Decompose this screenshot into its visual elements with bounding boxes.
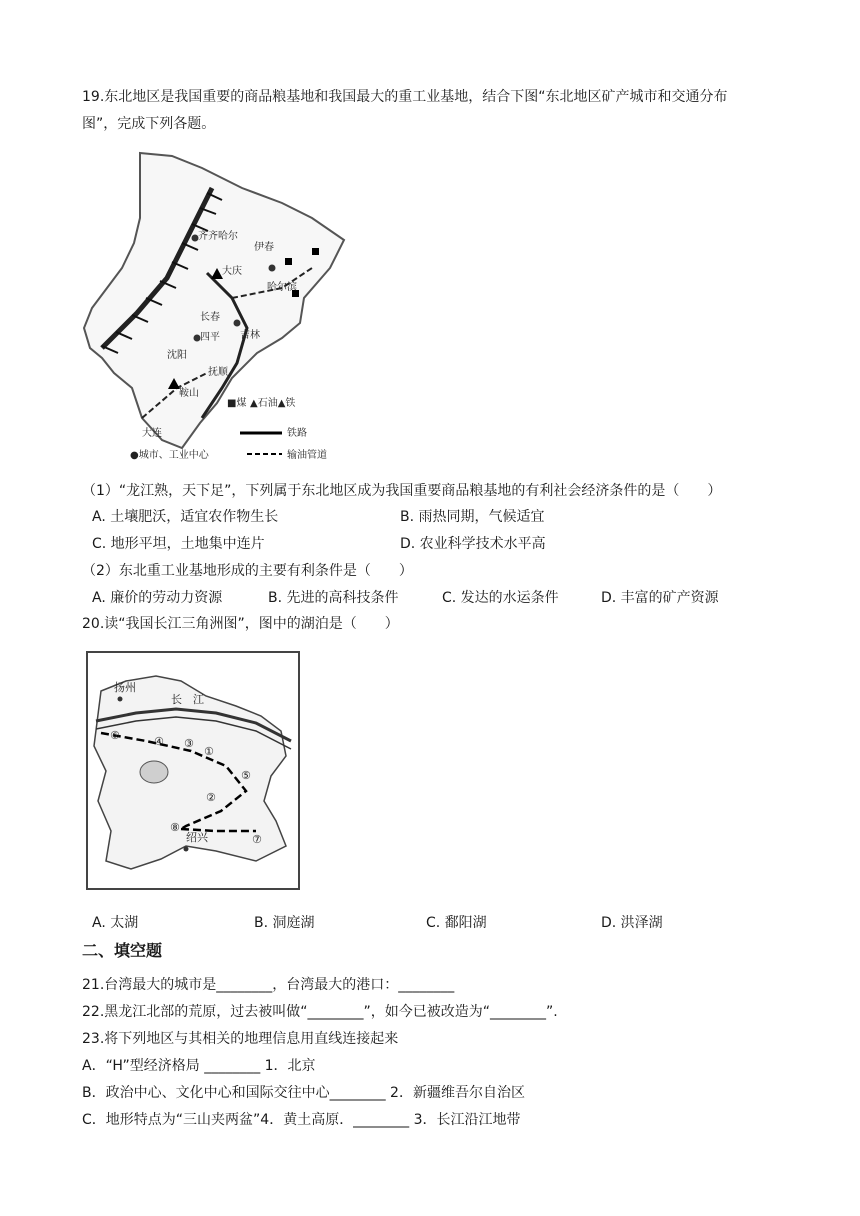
label-jilin: 吉林 [240,330,260,341]
label-n3: ③ [184,737,194,750]
label-harbin: 哈尔滨 [267,282,297,293]
q23-line-b: B．政治中心、文化中心和国际交往中心________ 2．新疆维吾尔自治区 [82,1085,525,1101]
section-title-fill-in: 二、填空题 [82,941,163,960]
q20-option-b[interactable]: B. 洞庭湖 [254,915,315,931]
q23-line-c: C．地形特点为“三山夹两盆”4．黄土高原．________ 3．长江沿江地带 [82,1112,521,1128]
northeast-map [82,148,352,466]
q22-text: 22.黑龙江北部的荒原，过去被叫做“________”，如今已被改造为“________”. [82,1004,558,1020]
label-n2: ② [206,791,216,804]
label-fushun: 抚顺 [208,367,228,378]
label-n8: ⑧ [170,821,180,834]
label-n5: ⑤ [241,769,251,782]
q19-sub2-stem: （2）东北重工业基地形成的主要有利条件是（ ） [82,563,413,579]
q23-line-a: A．“H”型经济格局 ________ 1．北京 [82,1058,316,1074]
label-n7: ⑦ [252,833,262,846]
q19-sub1-option-b[interactable]: B. 雨热同期，气候适宜 [400,509,545,525]
label-yichun: 伊春 [254,242,274,253]
legend-oil-iron: ▲石油▲铁 [250,398,296,409]
label-siping: 四平 [200,332,220,343]
legend-city: ●城市、工业中心 [130,450,209,461]
label-shaoxing: 绍兴 [186,831,208,844]
label-dalian: 大连 [142,428,162,439]
label-n4: ④ [154,735,164,748]
label-yangzhou: 扬州 [114,681,136,694]
q19-sub2-option-a[interactable]: A. 廉价的劳动力资源 [92,590,223,606]
q20-option-d[interactable]: D. 洪泽湖 [601,915,663,931]
label-changjiang: 长 江 [171,693,204,706]
q20-option-a[interactable]: A. 太湖 [92,915,139,931]
q19-sub1-stem: （1）“龙江熟，天下足”，下列属于东北地区成为我国重要商品粮基地的有利社会经济条件的是（ ） [82,483,722,499]
legend-rail: 铁路 [287,428,307,439]
label-n1: ① [204,745,214,758]
q20-stem: 20.读“我国长江三角洲图”，图中的湖泊是（ ） [82,616,399,632]
label-qiqihar: 齐齐哈尔 [198,231,238,242]
q19-stem-line1: 19.东北地区是我国重要的商品粮基地和我国最大的重工业基地，结合下图“东北地区矿产城市和交通分布 [82,89,728,105]
q19-sub2-option-c[interactable]: C. 发达的水运条件 [442,590,559,606]
label-daqing: 大庆 [222,266,242,277]
q20-option-c[interactable]: C. 鄱阳湖 [426,915,487,931]
q19-stem-line2: 图”，完成下列各题。 [82,116,216,132]
q19-sub1-option-d[interactable]: D. 农业科学技术水平高 [400,536,546,552]
label-anshan: 鞍山 [179,388,199,399]
q19-sub2-option-d[interactable]: D. 丰富的矿产资源 [601,590,719,606]
legend-coal: ■煤 [227,398,247,409]
q19-sub1-option-c[interactable]: C. 地形平坦，土地集中连片 [92,536,265,552]
label-changchun: 长春 [200,312,220,323]
label-shenyang: 沈阳 [167,350,187,361]
label-n6: ⑥ [110,729,120,742]
q19-sub2-option-b[interactable]: B. 先进的高科技条件 [268,590,399,606]
q21-text: 21.台湾最大的城市是________，台湾最大的港口：________ [82,977,455,993]
yangtze-delta-map [86,651,300,890]
legend-pipe: 输油管道 [287,450,327,461]
q19-sub1-option-a[interactable]: A. 土壤肥沃，适宜农作物生长 [92,509,279,525]
q23-stem: 23.将下列地区与其相关的地理信息用直线连接起来 [82,1031,399,1047]
